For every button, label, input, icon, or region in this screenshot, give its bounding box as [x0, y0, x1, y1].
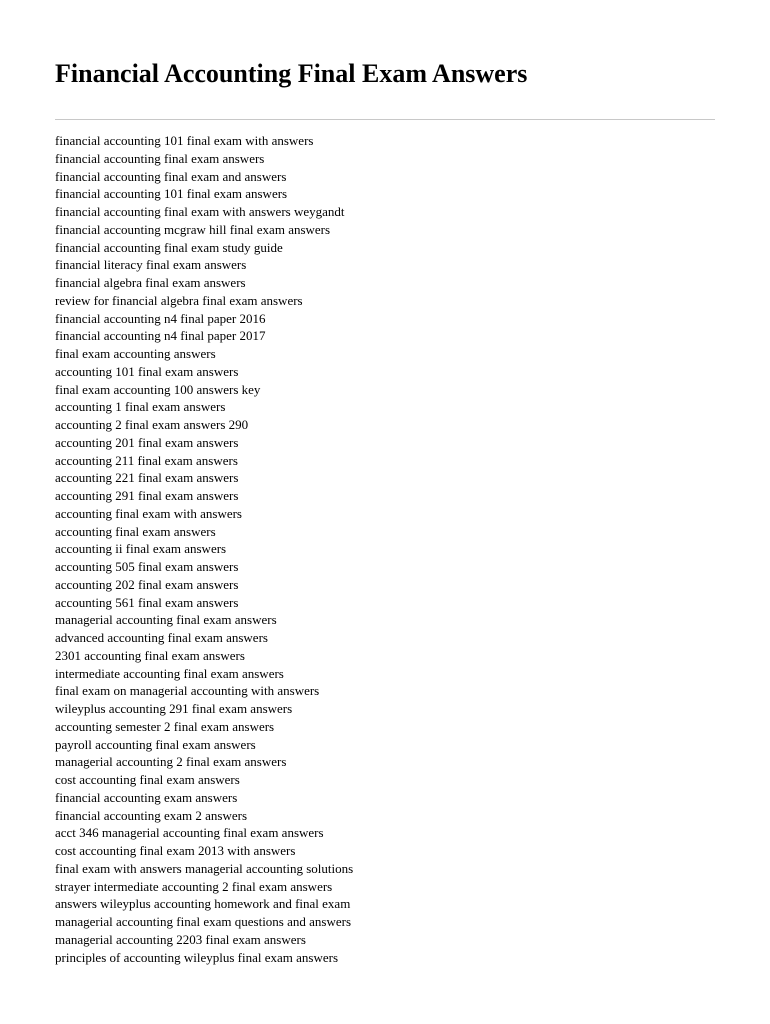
keyword-item: wileyplus accounting 291 final exam answers [55, 701, 293, 716]
keyword-item: financial accounting 101 final exam with answers [55, 133, 314, 148]
keyword-item: cost accounting final exam 2013 with answers [55, 843, 296, 858]
keyword-item: accounting 202 final exam answers [55, 576, 239, 592]
keyword-item: financial accounting n4 final paper 2017 [55, 328, 266, 344]
keyword-item: financial literacy final exam answers [55, 257, 247, 273]
keyword-item: final exam on managerial accounting with answers [55, 683, 320, 699]
keyword-item: financial accounting final exam answers [55, 150, 265, 166]
keyword-item: accounting 101 final exam answers [55, 363, 239, 379]
keyword-item: accounting 505 final exam answers [55, 559, 239, 574]
keyword-item: accounting ii final exam answers [55, 541, 227, 557]
keyword-item: financial algebra final exam answers [55, 275, 246, 290]
keyword-item: final exam with answers managerial accounting solutions [55, 860, 354, 876]
keyword-item: financial accounting final exam study guide [55, 239, 283, 255]
keyword-item: financial accounting exam answers [55, 789, 238, 805]
keyword-item: review for financial algebra final exam answers [55, 292, 303, 308]
keyword-item: accounting 561 final exam answers [55, 594, 239, 610]
keyword-list [55, 132, 353, 966]
keyword-item: managerial accounting final exam answers [55, 612, 277, 628]
keyword-item: final exam accounting answers [55, 346, 216, 361]
keyword-item: accounting 201 final exam answers [55, 434, 239, 450]
keyword-item: accounting 1 final exam answers [55, 399, 226, 415]
keyword-item: financial accounting final exam and answers [55, 168, 287, 184]
keyword-item: accounting semester 2 final exam answers [55, 718, 275, 734]
page-title: Financial Accounting Final Exam Answers [55, 59, 528, 88]
keyword-item: financial accounting mcgraw hill final exam answers [55, 221, 331, 237]
title-divider [55, 119, 715, 120]
keyword-item: managerial accounting 2 final exam answers [55, 754, 287, 770]
keyword-item: managerial accounting final exam questions and answers [55, 914, 352, 929]
keyword-item: managerial accounting 2203 final exam answers [55, 931, 306, 947]
keyword-item: accounting final exam answers [55, 523, 216, 539]
keyword-item: acct 346 managerial accounting final exam answers [55, 825, 324, 841]
keyword-item: intermediate accounting final exam answers [55, 665, 284, 681]
keyword-item: strayer intermediate accounting 2 final exam answers [55, 878, 333, 894]
keyword-item: answers wileyplus accounting homework and final exam [55, 896, 351, 912]
keyword-item: accounting 221 final exam answers [55, 470, 239, 486]
keyword-item: accounting 211 final exam answers [55, 452, 238, 468]
keyword-item: accounting 2 final exam answers 290 [55, 417, 249, 432]
keyword-item: accounting 291 final exam answers [55, 488, 239, 503]
keyword-item: financial accounting exam 2 answers [55, 807, 248, 823]
keyword-item: financial accounting n4 final paper 2016 [55, 310, 266, 326]
keyword-item: principles of accounting wileyplus final exam answers [55, 949, 339, 965]
keyword-item: final exam accounting 100 answers key [55, 381, 261, 397]
keyword-item: payroll accounting final exam answers [55, 736, 256, 752]
keyword-item: 2301 accounting final exam answers [55, 647, 245, 663]
keyword-item: financial accounting 101 final exam answers [55, 186, 288, 202]
keyword-item: cost accounting final exam answers [55, 772, 240, 787]
keyword-item: advanced accounting final exam answers [55, 630, 268, 645]
keyword-item: accounting final exam with answers [55, 505, 242, 521]
keyword-item: financial accounting final exam with answers weygandt [55, 204, 345, 219]
